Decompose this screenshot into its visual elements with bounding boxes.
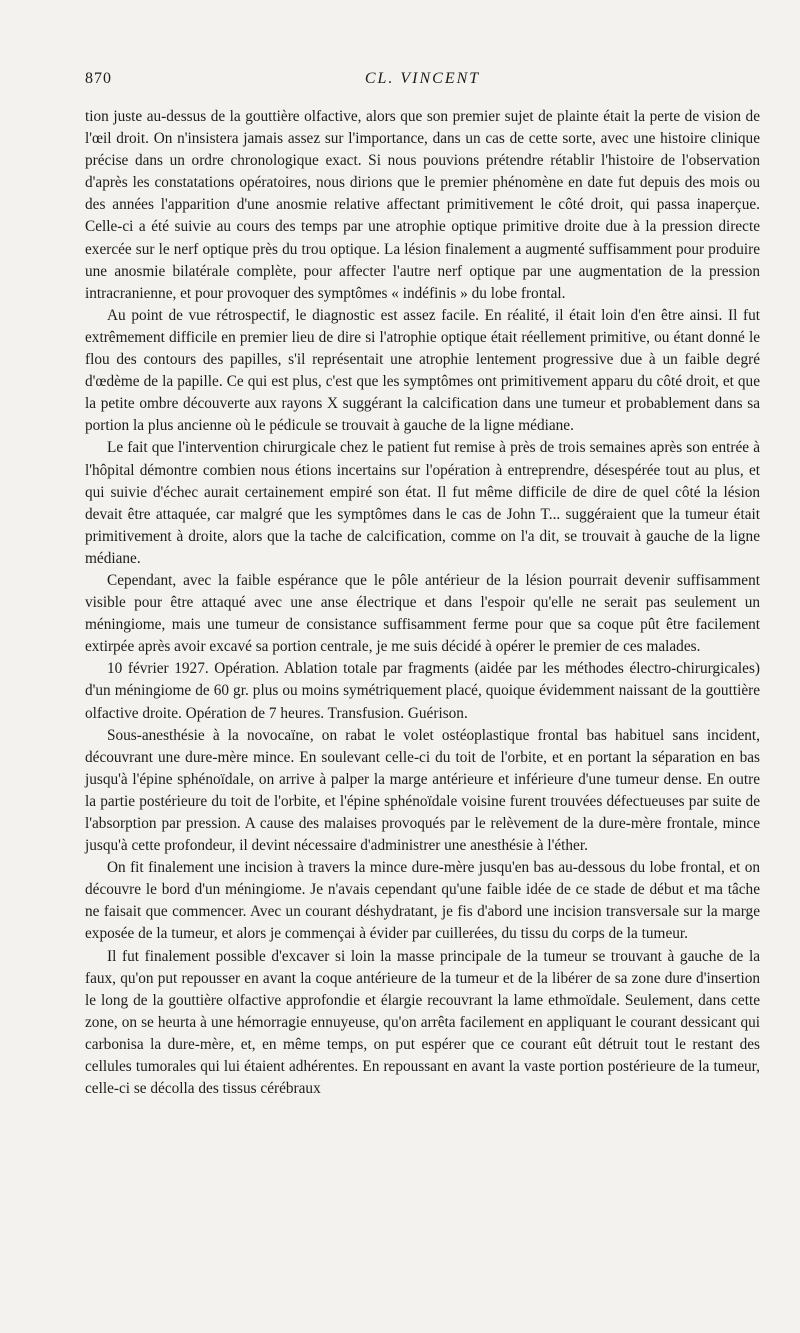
paragraph: Cependant, avec la faible espérance que le pôle antérieur de la lésion pourrait devenir suffisamment visible pour être attaqué avec une anse électrique et dans l'espoir qu'elle ne serait pas seulement un méningiome, mais une tumeur de consistance suffisamment ferme pour que sa coque pût être facilement extirpée après avoir excavé sa portion centrale, je me suis décidé à opérer le premier de ces malades. bbox=[85, 571, 760, 656]
paragraph: Au point de vue rétrospectif, le diagnostic est assez facile. En réalité, il était loin d'en être ainsi. Il fut extrêmement difficile en premier lieu de dire si l'atrophie optique était réellement primitive, ou étant donné le flou des contours des papilles, s'il représentait une atrophie lentement progressive due à un faible degré d'œdème de la papille. Ce qui est plus, c'est que les symptômes ont primitivement apparu du côté droit, et que la petite ombre découverte aux rayons X suggérant la calcification dans une tumeur et probablement dans sa portion la plus ancienne où le pédicule se trouvait à gauche de la ligne médiane. bbox=[85, 306, 760, 435]
paragraph: On fit finalement une incision à travers la mince dure-mère jusqu'en bas au-dessous du lobe frontal, et on découvre le bord d'un méningiome. Je n'avais cependant qu'une faible idée de ce stade de début et ma tâche ne faisait que commencer. Avec un courant déshydratant, je fis d'abord une incision transversale sur la marge exposée de la tumeur, et alors je commençai à évider par cuillerées, du tissu du corps de la tumeur. bbox=[85, 859, 760, 943]
paragraph: Sous-anesthésie à la novocaïne, on rabat le volet ostéoplastique frontal bas habituel sans incident, découvrant une dure-mère mince. En soulevant celle-ci du toit de l'orbite, et en portant la séparation en bas jusqu'à l'épine sphénoïdale, on arrive à palper la marge antérieure et inférieure d'une tumeur dense. En outre la partie postérieure du toit de l'orbite, et l'épine sphénoïdale voisine furent trouvées défectueuses par suite de l'absorption par pression. A cause des malaises provoqués par le relèvement de la dure-mère frontale, mince jusqu'à cette profondeur, il devint nécessaire d'administrer une anesthésie à l'éther. bbox=[85, 726, 760, 855]
page-header bbox=[85, 70, 760, 94]
paragraph: tion juste au-dessus de la gouttière olfactive, alors que son premier sujet de plainte était la perte de vision de l'œil droit. On n'insistera jamais assez sur l'importance, dans un cas de cette sorte, avec une histoire clinique précise dans un ordre chronologique exact. Si nous pouvions prétendre rétablir l'histoire de l'observation d'après les constatations opératoires, nous dirions que le premier phénomène en date fut depuis des mois ou des années l'apparition d'une anosmie relative affectant primitivement le côté droit, qui passa inaperçue. Celle-ci a été suivie au cours des temps par une atrophie optique primitive droite due à la pression directe exercée sur le nerf optique près du trou optique. La lésion finalement a augmenté suffisamment pour produire une anosmie bilatérale complète, pour affecter l'autre nerf optique par une augmentation de la pression intracranienne, et pour provoquer des symptômes « indéfinis » du lobe frontal. bbox=[85, 108, 760, 302]
paragraph: 10 février 1927. Opération. Ablation totale par fragments (aidée par les méthodes électro-chirurgicales) d'un méningiome de 60 gr. plus ou moins symétriquement placé, quoique évidemment naissant de la gouttière olfactive droite. Opération de 7 heures. Transfusion. Guérison. bbox=[85, 660, 760, 722]
page-body bbox=[85, 106, 760, 1100]
running-head: CL. VINCENT bbox=[364, 70, 481, 87]
paragraph: Il fut finalement possible d'excaver si loin la masse principale de la tumeur se trouvant à gauche de la faux, qu'on put repousser en avant la coque antérieure de la tumeur et de la libérer de sa zone dure d'insertion le long de la gouttière olfactive approfondie et élargie recouvrant la lame ethmoïdale. Seulement, dans cette zone, on se heurta à une hémorragie ennuyeuse, qu'on arrêta facilement en appliquant le courant dessicant qui carbonisa la dure-mère, et, en même temps, on put espérer que ce courant eût détruit tout le restant des cellules tumorales qui lui étaient adhérentes. En repoussant en avant la vaste portion postérieure de la tumeur, celle-ci se décolla des tissus cérébraux bbox=[85, 947, 760, 1098]
paragraph: Le fait que l'intervention chirurgicale chez le patient fut remise à près de trois semaines après son entrée à l'hôpital démontre combien nous étions incertains sur l'opération à entreprendre, désespérée tout au plus, et qui suivie d'échec aurait certainement empiré son état. Il fut même difficile de dire de quel côté la lésion devait être attaquée, car malgré que les symptômes dans le cas de John T... suggéraient que la tumeur était primitivement à droite, alors que la tache de calcification, comme on l'a dit, se trouvait à gauche de la ligne médiane. bbox=[85, 439, 760, 567]
page-number: 870 bbox=[85, 70, 112, 87]
